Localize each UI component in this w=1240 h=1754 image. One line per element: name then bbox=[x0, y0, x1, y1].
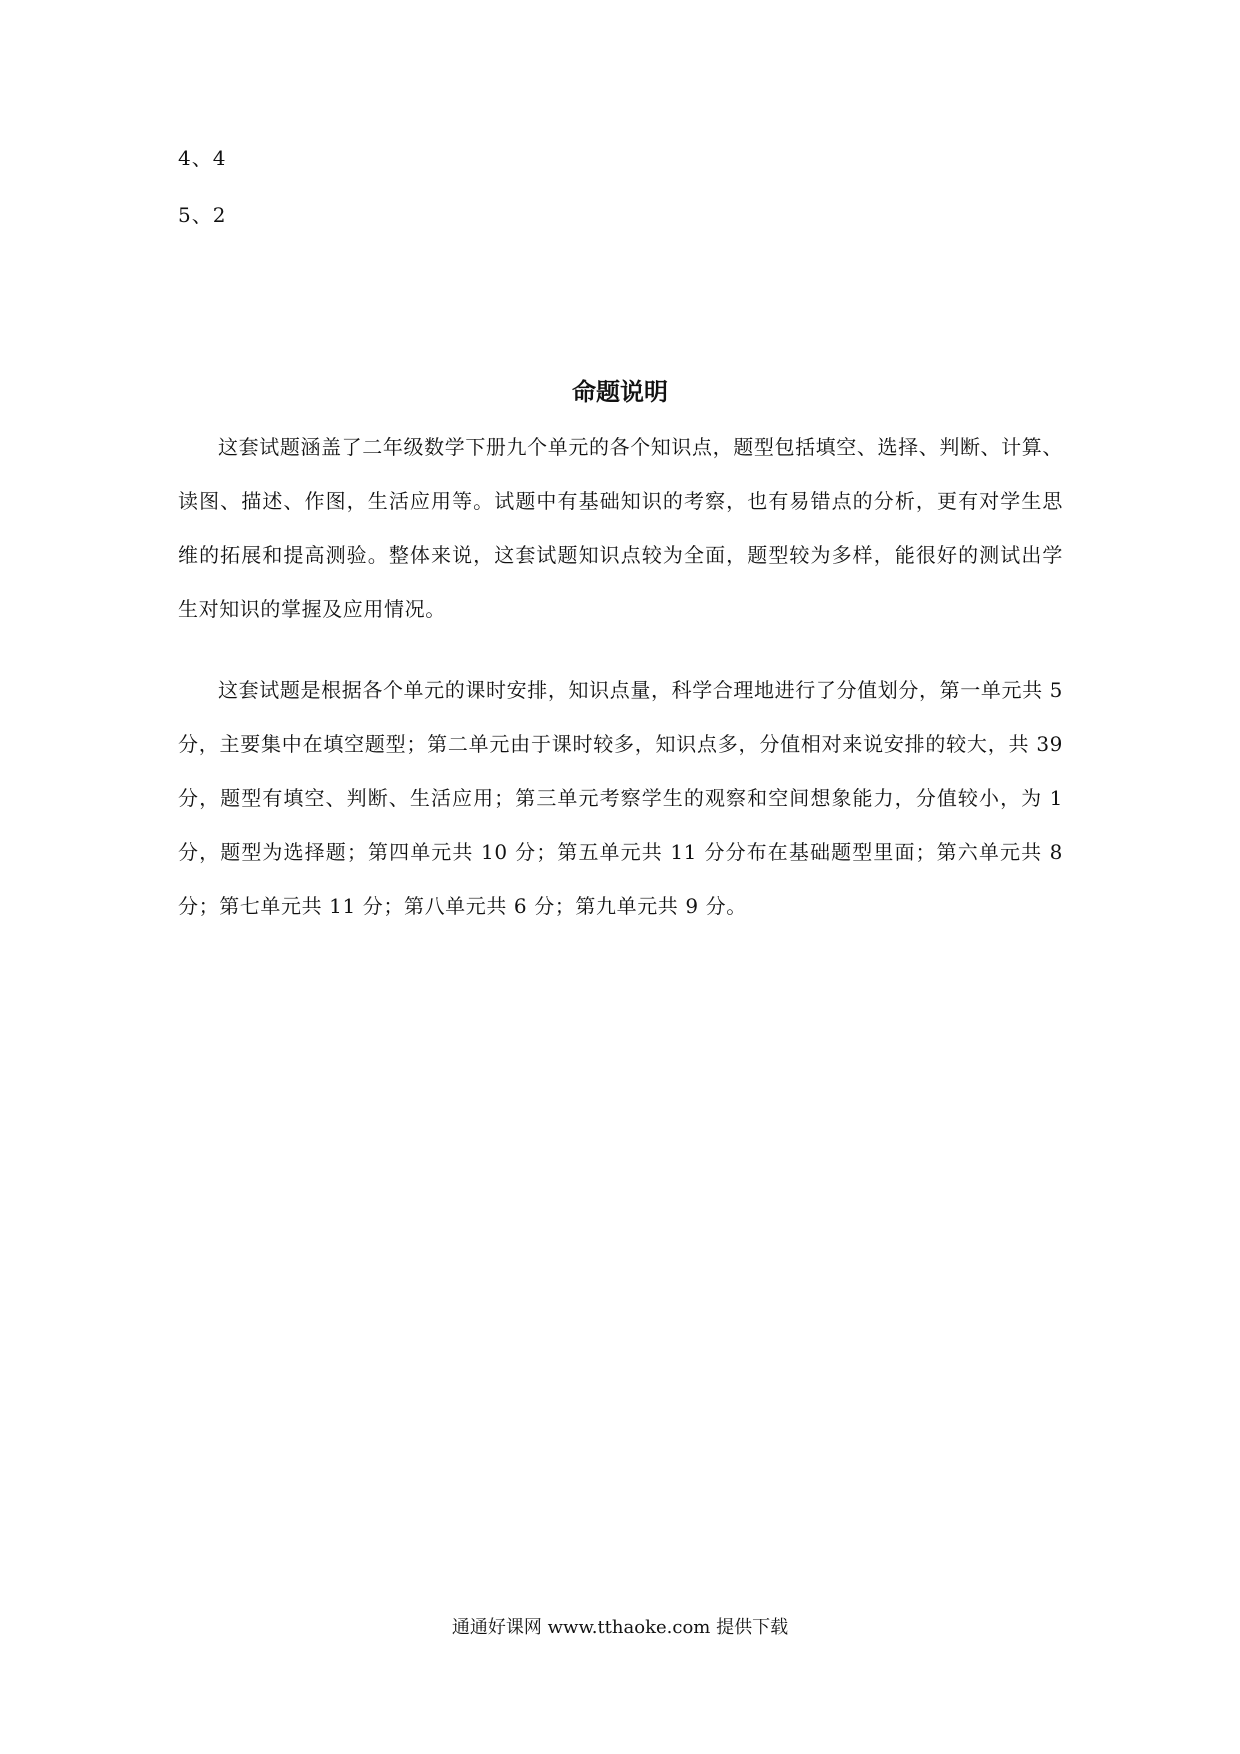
paragraph: 这套试题涵盖了二年级数学下册九个单元的各个知识点，题型包括填空、选择、判断、计算、读图、描述、作图，生活应用等。试题中有基础知识的考察，也有易错点的分析，更有对学生思维的拓展和提高测验。整体来说，这套试题知识点较为全面，题型较为多样，能很好的测试出学生对知识的掌握及应用情况。 bbox=[178, 435, 1063, 621]
page-footer: 通通好课网 www.tthaoke.com 提供下载 bbox=[451, 1617, 789, 1638]
answer-line: 5、2 bbox=[178, 203, 227, 227]
section-title: 命题说明 bbox=[572, 378, 668, 406]
paragraph: 这套试题是根据各个单元的课时安排，知识点量，科学合理地进行了分值划分，第一单元共 5 分，主要集中在填空题型；第二单元由于课时较多，知识点多，分值相对来说安排的较大，共 39 分，题型有填空、判断、生活应用；第三单元考察学生的观察和空间想象能力，分值较小，为 1 分，题型为选择题；第四单元共 10 分；第五单元共 11 分分布在基础题型里面；第六单元共 8 分；第七单元共 11 分；第八单元共 6 分；第九单元共 9 分。 bbox=[178, 678, 1063, 918]
answer-line: 4、4 bbox=[178, 146, 227, 170]
